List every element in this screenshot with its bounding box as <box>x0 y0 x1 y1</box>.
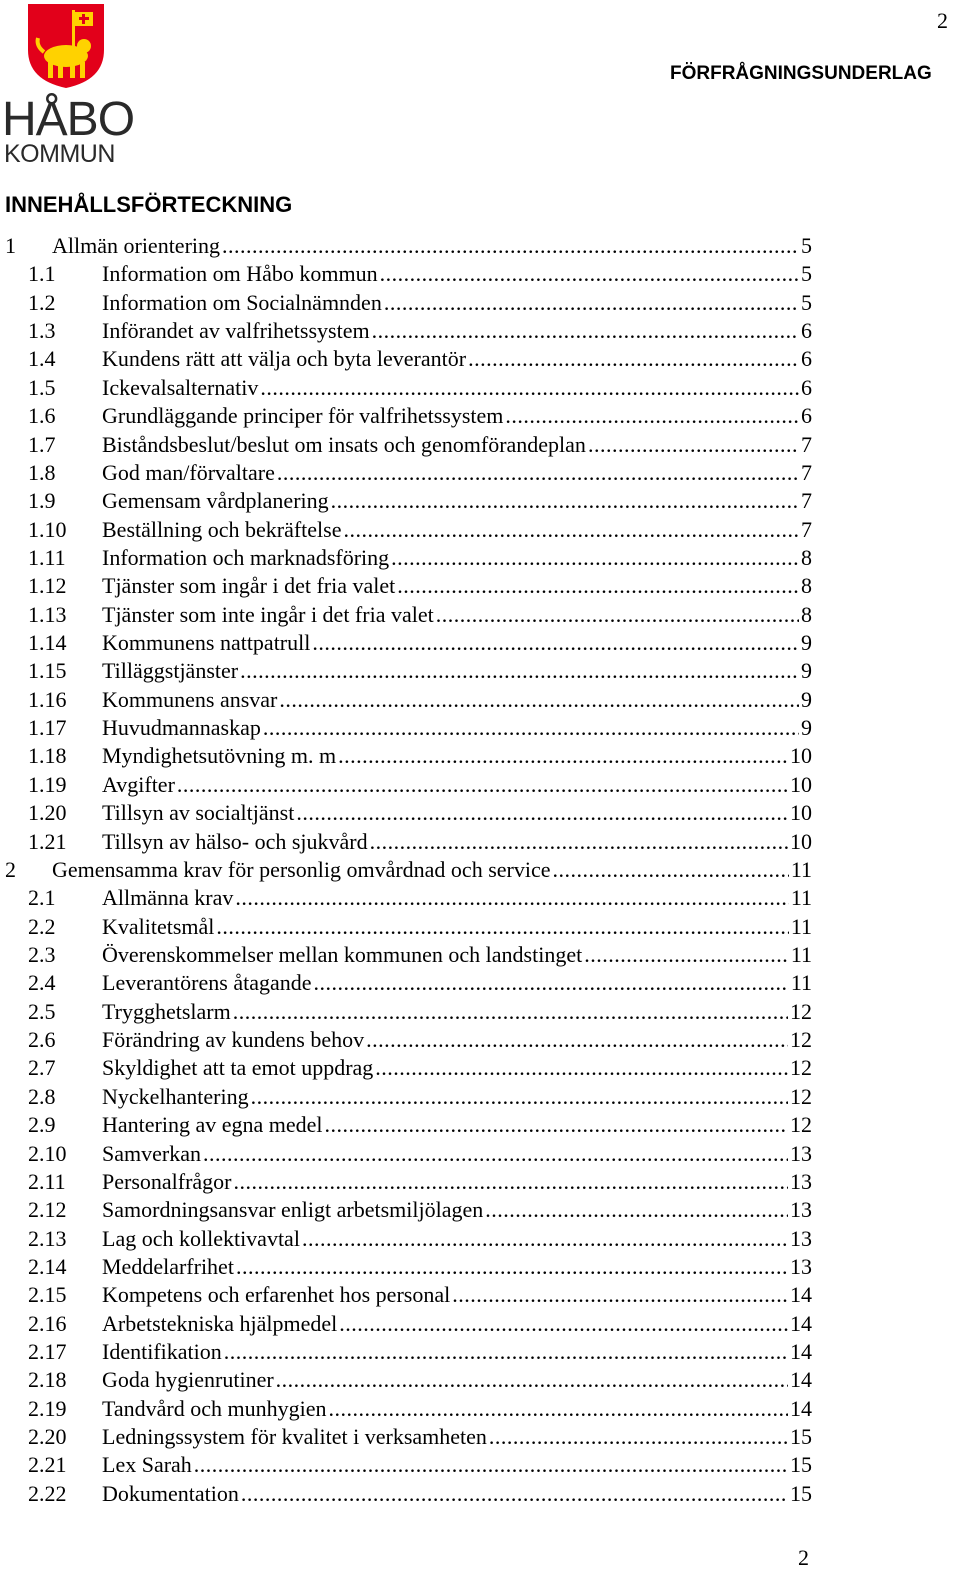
toc-entry[interactable] <box>0 1281 820 1309</box>
toc-entry-page: 15 <box>790 1424 812 1450</box>
toc-entry-line <box>102 771 812 799</box>
toc-entry-number: 2.21 <box>28 1452 67 1478</box>
toc-entry-label: Personalfrågor <box>102 1168 232 1194</box>
toc-entry-page: 7 <box>801 431 812 457</box>
toc-entry[interactable] <box>0 629 820 657</box>
toc-entry-line <box>102 289 812 317</box>
toc-entry-line <box>102 1395 812 1423</box>
toc-entry-number: 2.18 <box>28 1367 67 1393</box>
toc-entry-line <box>102 1140 812 1168</box>
toc-entry[interactable] <box>0 742 820 770</box>
toc-entry[interactable] <box>0 799 820 827</box>
toc-entry-label: Ickevalsalternativ <box>102 374 259 400</box>
toc-entry-label: Goda hygienrutiner <box>102 1367 274 1393</box>
toc-entry-number: 1.1 <box>28 261 56 287</box>
toc-entry-number: 1.16 <box>28 686 67 712</box>
toc-entry-line <box>102 1083 812 1111</box>
toc-entry-page: 8 <box>801 573 812 599</box>
toc-entry-page: 13 <box>790 1197 812 1223</box>
toc-dot-leader <box>584 941 789 969</box>
toc-entry-line <box>102 345 812 373</box>
toc-entry-number: 1.10 <box>28 516 67 542</box>
toc-entry[interactable] <box>0 714 820 742</box>
toc-entry[interactable] <box>0 1168 820 1196</box>
toc-dot-leader <box>233 998 788 1026</box>
toc-entry-line <box>102 913 812 941</box>
toc-dot-leader <box>302 1225 788 1253</box>
toc-entry-page: 10 <box>790 771 812 797</box>
table-of-contents <box>0 232 820 1508</box>
toc-dot-leader <box>222 232 799 260</box>
toc-entry-number: 2.4 <box>28 970 56 996</box>
toc-title: INNEHÅLLSFÖRTECKNING <box>5 192 293 217</box>
toc-dot-leader <box>279 686 799 714</box>
toc-entry-number: 2.8 <box>28 1083 56 1109</box>
toc-entry-number: 1.2 <box>28 289 56 315</box>
toc-dot-leader <box>380 260 799 288</box>
toc-dot-leader <box>312 629 799 657</box>
toc-entry-number: 1 <box>5 233 16 258</box>
toc-entry-label: Kommunens ansvar <box>102 686 278 712</box>
toc-entry-label: Samverkan <box>102 1140 201 1166</box>
toc-entry-page: 13 <box>790 1168 812 1194</box>
toc-entry-label: Nyckelhantering <box>102 1083 249 1109</box>
toc-entry[interactable] <box>0 572 820 600</box>
header-page-number: 2 <box>937 8 948 33</box>
toc-dot-leader <box>339 1310 788 1338</box>
toc-entry[interactable] <box>0 1366 820 1394</box>
toc-entry-label: Införandet av valfrihetssystem <box>102 318 370 344</box>
toc-dot-leader <box>553 856 789 884</box>
toc-entry-label: Identifikation <box>102 1339 222 1365</box>
toc-entry[interactable] <box>0 487 820 515</box>
toc-entry-label: Dokumentation <box>102 1480 239 1506</box>
toc-entry-label: Information om Håbo kommun <box>102 261 378 287</box>
toc-entry-label: Lag och kollektivavtal <box>102 1225 300 1251</box>
toc-entry-line <box>102 1423 812 1451</box>
toc-entry-label: God man/förvaltare <box>102 459 275 485</box>
toc-entry[interactable] <box>0 1111 820 1139</box>
toc-entry-page: 11 <box>790 941 812 967</box>
toc-entry-label: Arbetstekniska hjälpmedel <box>102 1310 338 1336</box>
toc-dot-leader <box>489 1423 788 1451</box>
toc-dot-leader <box>314 969 789 997</box>
toc-entry-page: 12 <box>790 1055 812 1081</box>
toc-entry-label: Tilläggstjänster <box>102 658 239 684</box>
toc-dot-leader <box>241 1480 788 1508</box>
toc-entry-line <box>102 1451 812 1479</box>
toc-entry-number: 2 <box>5 856 16 882</box>
toc-dot-leader <box>505 402 799 430</box>
toc-entry-line <box>102 1026 812 1054</box>
municipality-logo <box>0 0 140 170</box>
toc-entry-line <box>102 1225 812 1253</box>
toc-entry-label: Lex Sarah <box>102 1452 192 1478</box>
toc-entry-number: 1.12 <box>28 573 67 599</box>
toc-entry-line <box>102 317 812 345</box>
toc-entry-line <box>102 260 812 288</box>
toc-entry-page: 14 <box>790 1395 812 1421</box>
toc-entry[interactable] <box>0 828 820 856</box>
toc-entry-line <box>52 856 812 884</box>
toc-entry-line <box>102 374 812 402</box>
toc-entry-label: Kvalitetsmål <box>102 913 215 939</box>
toc-entry-line <box>102 1111 812 1139</box>
toc-dot-leader <box>452 1281 788 1309</box>
toc-entry-number: 2.3 <box>28 941 56 967</box>
toc-entry-page: 12 <box>790 1027 812 1053</box>
toc-entry-label: Allmänna krav <box>102 885 234 911</box>
toc-dot-leader <box>375 1054 788 1082</box>
toc-dot-leader <box>329 1395 788 1423</box>
toc-entry-page: 8 <box>801 544 812 570</box>
toc-dot-leader <box>260 374 799 402</box>
toc-entry-page: 5 <box>801 261 812 287</box>
toc-entry[interactable] <box>0 941 820 969</box>
toc-entry-line <box>102 969 812 997</box>
toc-entry-page: 9 <box>801 686 812 712</box>
toc-entry-number: 2.1 <box>28 885 56 911</box>
toc-entry[interactable] <box>0 402 820 430</box>
toc-entry[interactable] <box>0 260 820 288</box>
toc-entry-label: Tillsyn av socialtjänst <box>102 800 295 826</box>
toc-dot-leader <box>296 799 788 827</box>
toc-entry[interactable] <box>0 913 820 941</box>
toc-entry-line <box>102 657 812 685</box>
toc-entry-number: 2.9 <box>28 1112 56 1138</box>
toc-entry-number: 1.19 <box>28 771 67 797</box>
toc-entry[interactable] <box>0 431 820 459</box>
toc-entry-label: Avgifter <box>102 771 175 797</box>
toc-entry[interactable] <box>0 1395 820 1423</box>
toc-entry-page: 8 <box>801 601 812 627</box>
toc-entry-number: 1.21 <box>28 828 67 854</box>
toc-entry-label: Samordningsansvar enligt arbetsmiljölagen <box>102 1197 484 1223</box>
toc-entry-label: Allmän orientering <box>52 233 221 258</box>
toc-entry-page: 15 <box>790 1480 812 1506</box>
toc-entry-label: Tjänster som ingår i det fria valet <box>102 573 396 599</box>
toc-entry-line <box>52 232 812 260</box>
toc-entry-line <box>102 1310 812 1338</box>
toc-entry[interactable] <box>0 1054 820 1082</box>
toc-entry-page: 5 <box>801 233 812 258</box>
toc-entry-page: 14 <box>790 1367 812 1393</box>
toc-entry-number: 1.17 <box>28 715 67 741</box>
toc-entry-page: 12 <box>790 1083 812 1109</box>
toc-entry[interactable] <box>0 771 820 799</box>
toc-entry-number: 1.4 <box>28 346 56 372</box>
toc-entry-number: 2.7 <box>28 1055 56 1081</box>
toc-entry-page: 13 <box>790 1225 812 1251</box>
toc-entry-page: 6 <box>801 374 812 400</box>
toc-entry-number: 2.12 <box>28 1197 67 1223</box>
toc-entry-line <box>102 1253 812 1281</box>
toc-entry-page: 7 <box>801 459 812 485</box>
toc-dot-leader <box>216 913 788 941</box>
toc-entry-line <box>102 487 812 515</box>
toc-entry-page: 14 <box>790 1310 812 1336</box>
toc-entry-page: 10 <box>790 828 812 854</box>
toc-entry-label: Leverantörens åtagande <box>102 970 312 996</box>
toc-entry-line <box>102 941 812 969</box>
toc-entry-number: 2.20 <box>28 1424 67 1450</box>
toc-entry-label: Gemensamma krav för personlig omvårdnad och service <box>52 856 551 882</box>
toc-entry-label: Hantering av egna medel <box>102 1112 323 1138</box>
toc-entry-number: 1.3 <box>28 318 56 344</box>
toc-entry-page: 11 <box>790 913 812 939</box>
toc-entry[interactable] <box>0 969 820 997</box>
toc-entry-number: 1.18 <box>28 743 67 769</box>
toc-entry[interactable] <box>0 317 820 345</box>
toc-entry-number: 2.14 <box>28 1253 67 1279</box>
toc-entry-number: 1.11 <box>28 544 66 570</box>
toc-entry-page: 9 <box>801 658 812 684</box>
toc-entry-label: Tillsyn av hälso- och sjukvård <box>102 828 368 854</box>
toc-entry-label: Överenskommelser mellan kommunen och landstinget <box>102 941 583 967</box>
toc-entry-label: Tandvård och munhygien <box>102 1395 327 1421</box>
toc-entry-line <box>102 516 812 544</box>
toc-entry-line <box>102 1196 812 1224</box>
toc-entry[interactable] <box>0 601 820 629</box>
coat-of-arms-icon <box>26 2 106 90</box>
toc-entry[interactable] <box>0 856 820 884</box>
toc-dot-leader <box>251 1083 788 1111</box>
toc-entry-number: 2.6 <box>28 1027 56 1053</box>
toc-entry-page: 7 <box>801 488 812 514</box>
toc-entry-number: 2.15 <box>28 1282 67 1308</box>
toc-entry-page: 6 <box>801 403 812 429</box>
toc-entry-line <box>102 601 812 629</box>
toc-dot-leader <box>485 1196 788 1224</box>
toc-dot-leader <box>343 516 799 544</box>
toc-entry-page: 14 <box>790 1282 812 1308</box>
footer-page-number: 2 <box>798 1545 809 1570</box>
toc-entry[interactable] <box>0 232 820 260</box>
toc-entry-label: Meddelarfrihet <box>102 1253 234 1279</box>
toc-entry-number: 1.15 <box>28 658 67 684</box>
toc-entry-page: 12 <box>790 1112 812 1138</box>
toc-entry[interactable] <box>0 884 820 912</box>
toc-entry-line <box>102 629 812 657</box>
toc-dot-leader <box>391 544 799 572</box>
toc-entry-line <box>102 714 812 742</box>
toc-entry[interactable] <box>0 1423 820 1451</box>
toc-entry-label: Biståndsbeslut/beslut om insats och genomförandeplan <box>102 431 586 457</box>
toc-entry-number: 2.16 <box>28 1310 67 1336</box>
toc-entry-line <box>102 431 812 459</box>
toc-entry[interactable] <box>0 1083 820 1111</box>
toc-entry[interactable] <box>0 1140 820 1168</box>
toc-entry-number: 2.19 <box>28 1395 67 1421</box>
toc-entry-label: Ledningssystem för kvalitet i verksamheten <box>102 1424 487 1450</box>
toc-entry-label: Tjänster som inte ingår i det fria valet <box>102 601 434 627</box>
toc-entry-label: Kundens rätt att välja och byta leverantör <box>102 346 467 372</box>
logo-subtitle: KOMMUN <box>4 140 115 168</box>
toc-entry-line <box>102 402 812 430</box>
toc-entry[interactable] <box>0 1480 820 1508</box>
toc-entry-line <box>102 998 812 1026</box>
toc-entry-line <box>102 686 812 714</box>
toc-entry-line <box>102 1480 812 1508</box>
toc-entry-label: Skyldighet att ta emot uppdrag <box>102 1055 374 1081</box>
toc-entry-line <box>102 828 812 856</box>
toc-entry-page: 9 <box>801 715 812 741</box>
toc-entry[interactable] <box>0 544 820 572</box>
toc-entry-label: Grundläggande principer för valfrihetssystem <box>102 403 504 429</box>
toc-dot-leader <box>370 828 788 856</box>
toc-dot-leader <box>234 1168 788 1196</box>
toc-entry-number: 1.9 <box>28 488 56 514</box>
toc-dot-leader <box>588 431 799 459</box>
toc-entry[interactable] <box>0 686 820 714</box>
toc-entry[interactable] <box>0 1026 820 1054</box>
toc-entry-page: 11 <box>790 970 812 996</box>
toc-entry[interactable] <box>0 1225 820 1253</box>
toc-entry-label: Trygghetslarm <box>102 998 231 1024</box>
toc-dot-leader <box>384 289 799 317</box>
toc-dot-leader <box>372 317 799 345</box>
toc-dot-leader <box>224 1338 788 1366</box>
toc-entry-number: 1.5 <box>28 374 56 400</box>
toc-dot-leader <box>331 487 799 515</box>
toc-entry-label: Information och marknadsföring <box>102 544 390 570</box>
toc-dot-leader <box>203 1140 788 1168</box>
toc-dot-leader <box>240 657 799 685</box>
toc-entry[interactable] <box>0 1310 820 1338</box>
toc-entry-label: Information om Socialnämnden <box>102 289 382 315</box>
toc-entry-page: 15 <box>790 1452 812 1478</box>
toc-entry-page: 6 <box>801 318 812 344</box>
toc-entry-line <box>102 799 812 827</box>
toc-entry-line <box>102 1054 812 1082</box>
toc-entry-line <box>102 544 812 572</box>
toc-entry-number: 2.10 <box>28 1140 67 1166</box>
toc-entry[interactable] <box>0 998 820 1026</box>
toc-entry[interactable] <box>0 657 820 685</box>
toc-entry-label: Beställning och bekräftelse <box>102 516 342 542</box>
toc-entry-label: Gemensam vårdplanering <box>102 488 329 514</box>
toc-entry-label: Myndighetsutövning m. m <box>102 743 337 769</box>
toc-entry-page: 12 <box>790 998 812 1024</box>
toc-dot-leader <box>276 1366 788 1394</box>
toc-entry-line <box>102 1338 812 1366</box>
toc-entry-number: 2.5 <box>28 998 56 1024</box>
toc-entry-number: 2.17 <box>28 1339 67 1365</box>
toc-entry-label: Kompetens och erfarenhet hos personal <box>102 1282 451 1308</box>
toc-entry-label: Kommunens nattpatrull <box>102 630 311 656</box>
toc-dot-leader <box>277 459 799 487</box>
toc-entry[interactable] <box>0 459 820 487</box>
toc-entry-line <box>102 1366 812 1394</box>
toc-entry-page: 9 <box>801 630 812 656</box>
toc-entry-number: 2.11 <box>28 1168 66 1194</box>
toc-entry-line <box>102 459 812 487</box>
toc-entry[interactable] <box>0 374 820 402</box>
toc-dot-leader <box>366 1026 788 1054</box>
toc-entry[interactable] <box>0 289 820 317</box>
toc-dot-leader <box>177 771 788 799</box>
toc-entry-page: 13 <box>790 1253 812 1279</box>
toc-dot-leader <box>194 1451 788 1479</box>
toc-entry-line <box>102 1168 812 1196</box>
toc-entry-page: 11 <box>790 856 812 882</box>
document-type-label: FÖRFRÅGNINGSUNDERLAG <box>670 63 932 84</box>
toc-dot-leader <box>325 1111 788 1139</box>
toc-dot-leader <box>338 742 788 770</box>
toc-dot-leader <box>468 345 799 373</box>
toc-entry-number: 1.8 <box>28 459 56 485</box>
toc-entry-page: 13 <box>790 1140 812 1166</box>
logo-wordmark: HÅBO <box>2 93 135 146</box>
toc-entry-page: 14 <box>790 1339 812 1365</box>
toc-entry-number: 1.13 <box>28 601 67 627</box>
toc-entry-number: 2.13 <box>28 1225 67 1251</box>
toc-entry-number: 1.20 <box>28 800 67 826</box>
toc-entry-number: 1.6 <box>28 403 56 429</box>
toc-entry-number: 2.2 <box>28 913 56 939</box>
toc-entry-number: 1.14 <box>28 630 67 656</box>
toc-entry-page: 10 <box>790 743 812 769</box>
toc-entry[interactable] <box>0 1253 820 1281</box>
toc-entry-page: 6 <box>801 346 812 372</box>
toc-entry-page: 7 <box>801 516 812 542</box>
toc-entry-page: 10 <box>790 800 812 826</box>
toc-dot-leader <box>236 1253 788 1281</box>
toc-entry[interactable] <box>0 1196 820 1224</box>
toc-entry[interactable] <box>0 1338 820 1366</box>
toc-entry-label: Huvudmannaskap <box>102 715 261 741</box>
toc-entry-label: Förändring av kundens behov <box>102 1027 365 1053</box>
toc-entry[interactable] <box>0 345 820 373</box>
toc-entry-page: 11 <box>790 885 812 911</box>
toc-entry-number: 2.22 <box>28 1480 67 1506</box>
toc-entry-number: 1.7 <box>28 431 56 457</box>
toc-dot-leader <box>263 714 799 742</box>
toc-entry-line <box>102 1281 812 1309</box>
toc-dot-leader <box>235 884 788 912</box>
toc-dot-leader <box>436 601 799 629</box>
toc-entry[interactable] <box>0 1451 820 1479</box>
toc-dot-leader <box>397 572 799 600</box>
toc-entry[interactable] <box>0 516 820 544</box>
toc-entry-line <box>102 742 812 770</box>
toc-entry-line <box>102 572 812 600</box>
toc-entry-page: 5 <box>801 289 812 315</box>
toc-entry-line <box>102 884 812 912</box>
